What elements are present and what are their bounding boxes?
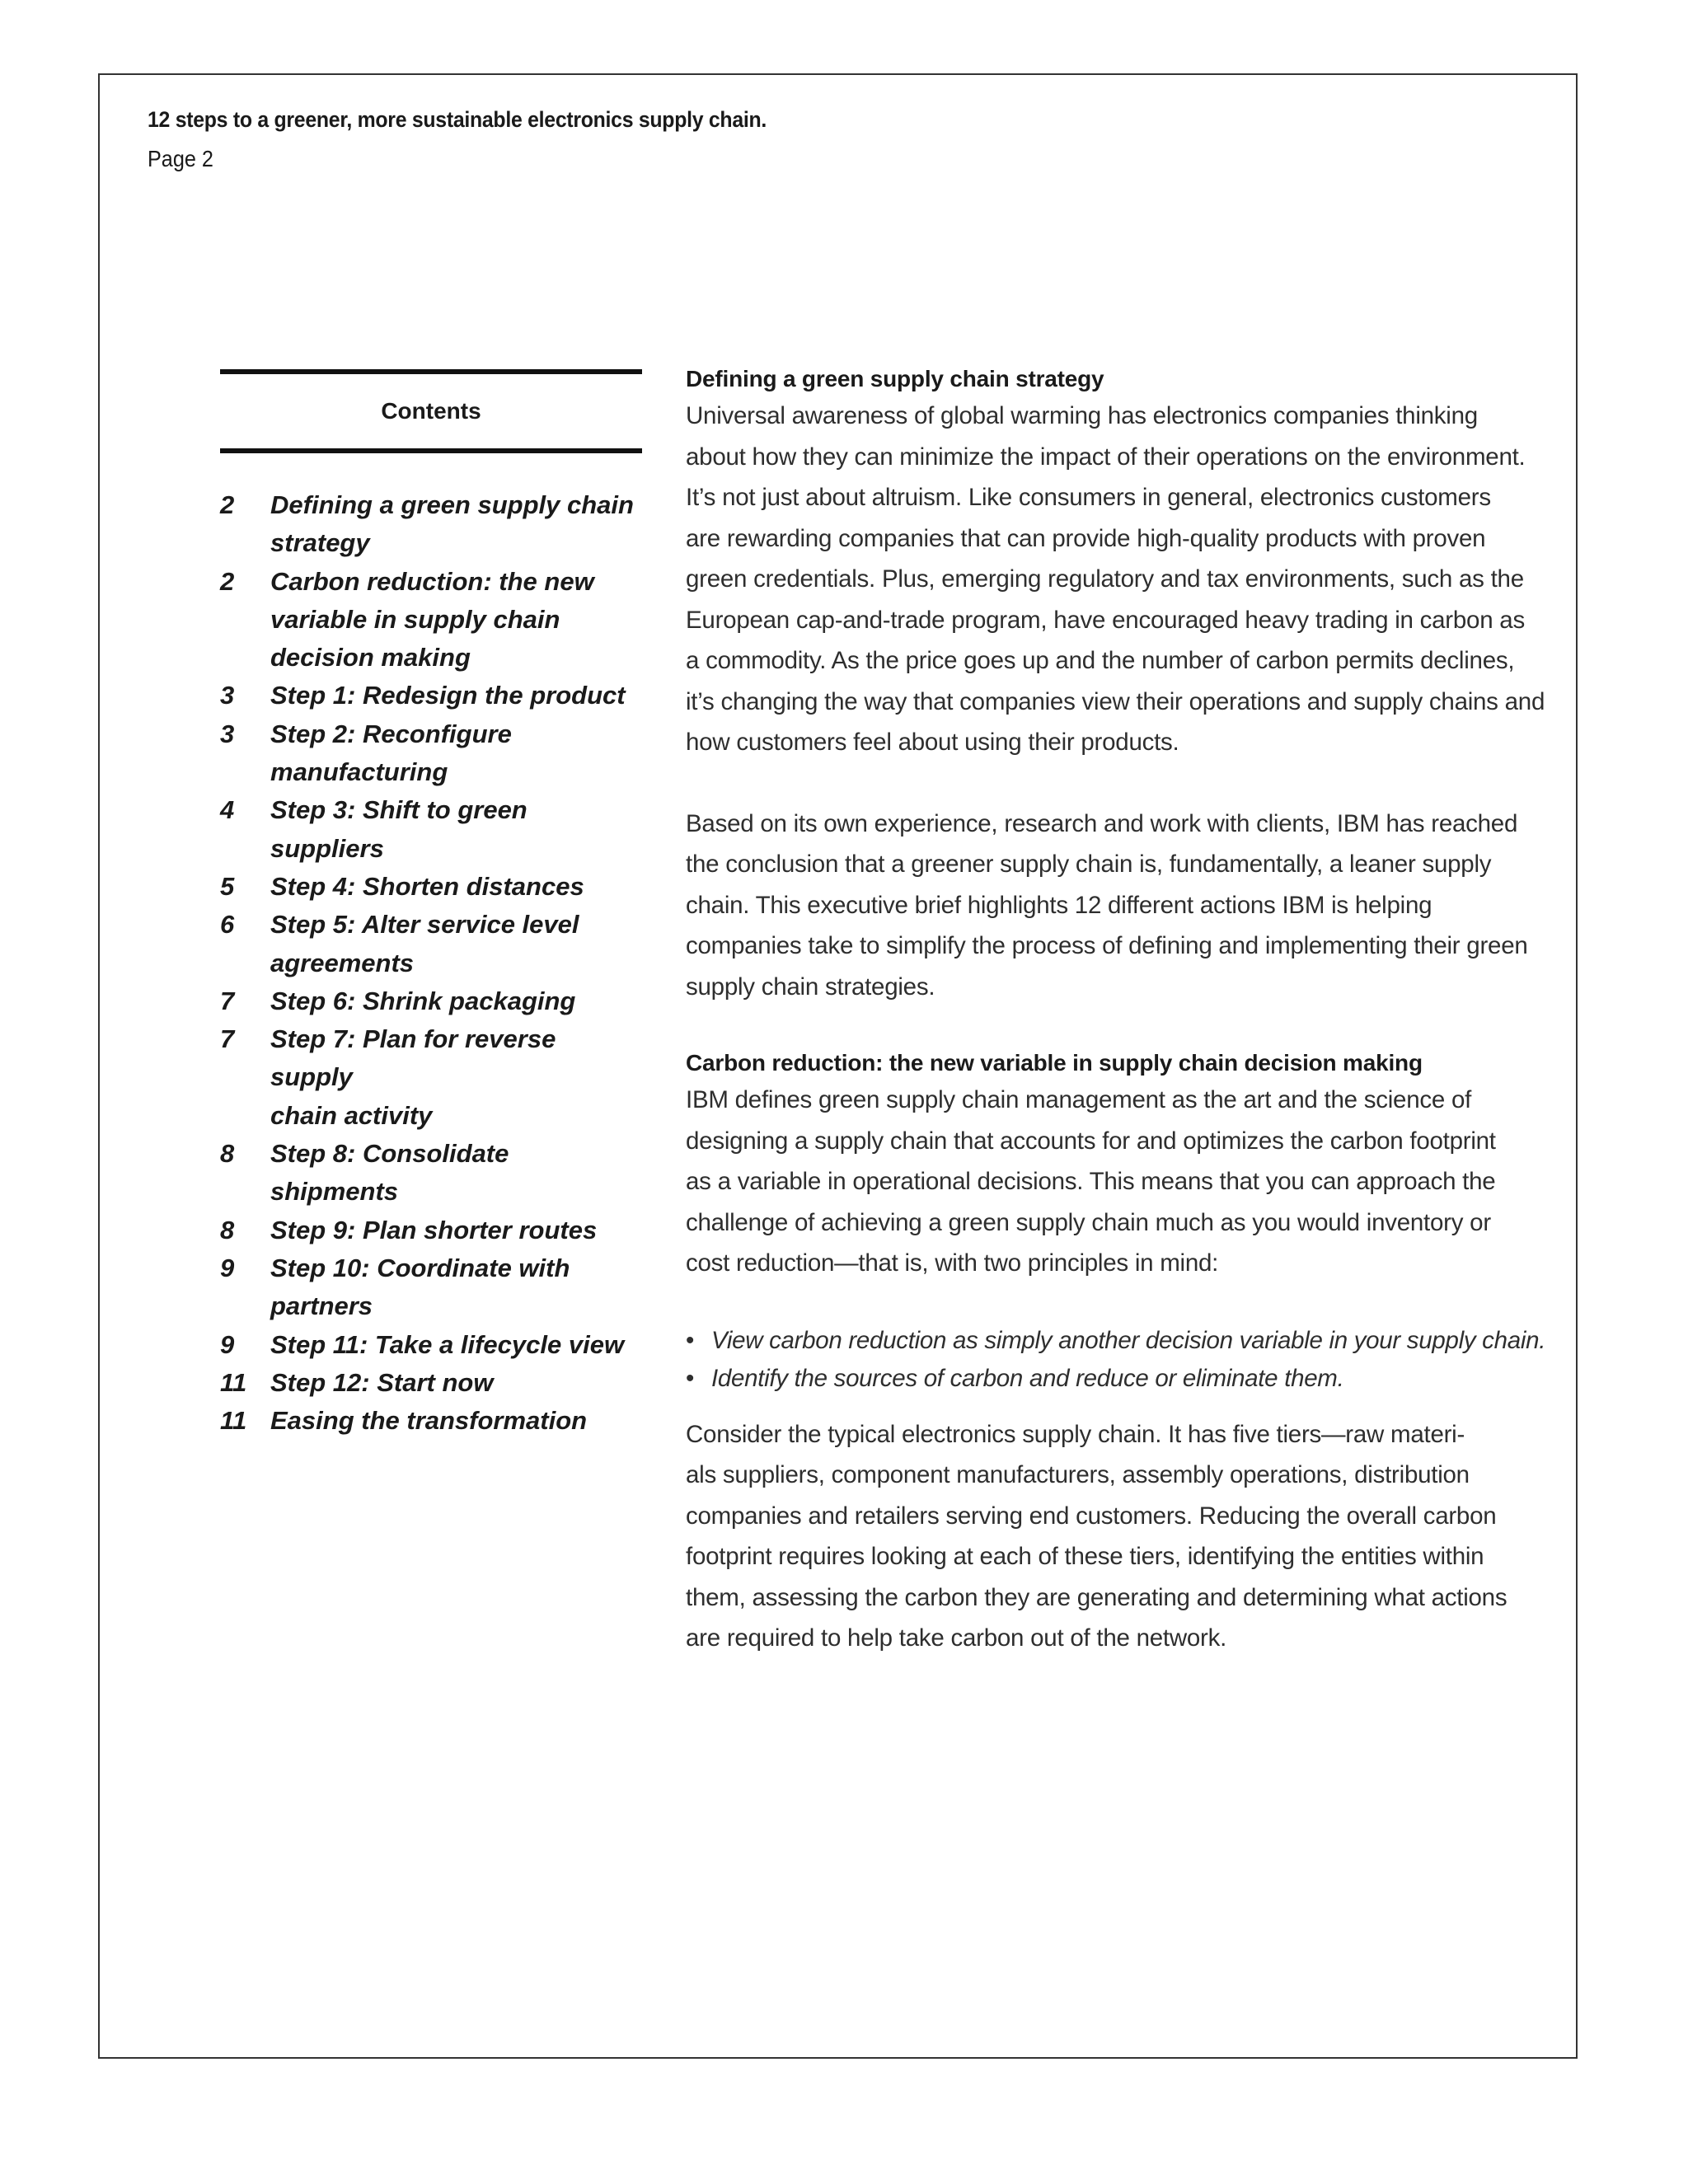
toc-item-label xyxy=(270,1402,642,1440)
paragraph-spacer xyxy=(686,1398,1551,1414)
toc-item-page-number: 8 xyxy=(220,1139,235,1169)
page-number: Page 2 xyxy=(148,146,213,171)
text-line: the conclusion that a greener supply chain is, fundamentally, a leaner supply xyxy=(686,851,1492,878)
toc-item-page-number: 7 xyxy=(220,1024,235,1054)
toc-item-label xyxy=(270,791,642,868)
paragraph xyxy=(686,396,1551,763)
paragraph-spacer xyxy=(686,1284,1551,1322)
toc-item[interactable] xyxy=(220,486,642,563)
text-line: It’s not just about altruism. Like consumers in general, electronics customers xyxy=(686,484,1491,511)
document-title: 12 steps to a greener, more sustainable electronics supply chain. xyxy=(148,107,767,132)
section-heading: Carbon reduction: the new variable in supply chain decision making xyxy=(686,1050,1423,1076)
toc-item[interactable] xyxy=(220,1364,642,1402)
toc-item-label-line: Step 9: Plan shorter routes xyxy=(270,1215,598,1244)
paragraph xyxy=(686,804,1551,1008)
toc-item[interactable] xyxy=(220,677,642,715)
toc-item-label xyxy=(270,1364,642,1402)
text-line: are rewarding companies that can provide high-quality products with proven xyxy=(686,524,1486,552)
text-line: als suppliers, component manufacturers, assembly operations, distribution xyxy=(686,1461,1470,1488)
toc-item-label xyxy=(270,1249,642,1326)
text-line: companies and retailers serving end customers. Reducing the overall carbon xyxy=(686,1502,1497,1530)
toc-item-page-number: 9 xyxy=(220,1329,235,1359)
toc-item-label-line: Carbon reduction: the new xyxy=(270,566,594,596)
toc-item-label xyxy=(270,982,642,1020)
toc-item-page-number: 9 xyxy=(220,1253,235,1282)
text-line: how customers feel about using their products. xyxy=(686,729,1179,756)
table-of-contents xyxy=(220,369,642,1440)
text-line: footprint requires looking at each of these tiers, identifying the entities within xyxy=(686,1543,1484,1570)
text-line: designing a supply chain that accounts for and optimizes the carbon footprint xyxy=(686,1127,1496,1155)
toc-item-label-line: Step 10: Coordinate with xyxy=(270,1253,570,1282)
toc-item-label xyxy=(270,1326,642,1364)
toc-item-label-line: manufacturing xyxy=(270,757,448,787)
toc-item-label-line: chain activity xyxy=(270,1100,433,1130)
paragraph-spacer xyxy=(686,763,1551,804)
toc-item-label-line: Step 6: Shrink packaging xyxy=(270,986,576,1015)
toc-item-label xyxy=(270,1135,642,1212)
toc-list xyxy=(220,486,642,1440)
toc-item-page-number: 7 xyxy=(220,986,235,1015)
toc-item[interactable] xyxy=(220,868,642,906)
text-line: are required to help take carbon out of the network. xyxy=(686,1624,1227,1652)
toc-item-label xyxy=(270,906,642,982)
text-line: chain. This executive brief highlights 12 different actions IBM is helping xyxy=(686,891,1432,919)
toc-item-label xyxy=(270,715,642,792)
toc-item[interactable] xyxy=(220,1326,642,1364)
toc-item-page-number: 6 xyxy=(220,910,235,940)
toc-item-label xyxy=(270,868,642,906)
text-line: a commodity. As the price goes up and the number of carbon permits declines, xyxy=(686,647,1515,674)
text-line: about how they can minimize the impact of their operations on the environment. xyxy=(686,443,1526,471)
toc-item[interactable] xyxy=(220,1135,642,1212)
toc-item-label-line: Step 2: Reconfigure xyxy=(270,719,512,748)
text-line: them, assessing the carbon they are generating and determining what actions xyxy=(686,1583,1507,1611)
text-line: Universal awareness of global warming has electronics companies thinking xyxy=(686,402,1478,429)
toc-item-label-line: partners xyxy=(270,1291,373,1321)
toc-item-label-line: Step 4: Shorten distances xyxy=(270,871,584,901)
toc-item-label-line: strategy xyxy=(270,528,370,558)
toc-item[interactable] xyxy=(220,1249,642,1326)
bullet-text: View carbon reduction as simply another decision variable in your supply chain. xyxy=(711,1326,1546,1354)
paragraph xyxy=(686,1414,1551,1659)
bullet-text: Identify the sources of carbon and reduce or eliminate them. xyxy=(711,1364,1344,1392)
toc-heading: Contents xyxy=(381,398,481,424)
section-heading: Defining a green supply chain strategy xyxy=(686,366,1104,391)
paragraph xyxy=(686,1080,1551,1284)
paragraph-spacer xyxy=(686,1007,1551,1047)
toc-item[interactable] xyxy=(220,982,642,1020)
toc-item-page-number: 3 xyxy=(220,719,235,748)
toc-item[interactable] xyxy=(220,906,642,982)
toc-item-label-line: Step 12: Start now xyxy=(270,1367,494,1397)
toc-item-label-line: Step 8: Consolidate shipments xyxy=(270,1139,509,1207)
text-line: supply chain strategies. xyxy=(686,972,935,1001)
text-line: Based on its own experience, research and work with clients, IBM has reached xyxy=(686,809,1518,837)
bullet-item xyxy=(686,1360,1551,1398)
text-line: green credentials. Plus, emerging regulatory and tax environments, such as the xyxy=(686,565,1524,593)
toc-item-label xyxy=(270,486,642,563)
toc-item[interactable] xyxy=(220,563,642,677)
bullet-dot-icon: • xyxy=(686,1364,695,1392)
text-line: as a variable in operational decisions. This means that you can approach the xyxy=(686,1168,1496,1195)
toc-item-label-line: agreements xyxy=(270,948,415,977)
bullet-item xyxy=(686,1322,1551,1360)
toc-bottom-rule xyxy=(220,448,642,453)
main-content xyxy=(686,363,1551,1659)
toc-item-label-line: decision making xyxy=(270,643,471,673)
toc-item-page-number: 3 xyxy=(220,681,235,710)
text-line: IBM defines green supply chain management as the art and the science of xyxy=(686,1086,1472,1113)
toc-item-label-line: Step 5: Alter service level xyxy=(270,910,579,940)
toc-item[interactable] xyxy=(220,791,642,868)
toc-item-page-number: 2 xyxy=(220,490,235,519)
toc-item-label-line: Step 3: Shift to green suppliers xyxy=(270,795,528,863)
text-line: Consider the typical electronics supply chain. It has five tiers—raw materi- xyxy=(686,1420,1465,1448)
toc-item-page-number: 8 xyxy=(220,1215,235,1244)
toc-item-label xyxy=(270,677,642,715)
text-line: challenge of achieving a green supply chain much as you would inventory or xyxy=(686,1208,1491,1236)
toc-item-label-line: variable in supply chain xyxy=(270,604,560,634)
toc-item-page-number: 2 xyxy=(220,566,235,596)
toc-item-label-line: Easing the transformation xyxy=(270,1406,588,1436)
toc-item-page-number: 11 xyxy=(220,1406,247,1436)
toc-item-page-number: 5 xyxy=(220,871,235,901)
toc-item[interactable] xyxy=(220,1402,642,1440)
text-line: cost reduction—that is, with two principles in mind: xyxy=(686,1249,1219,1277)
toc-item-page-number: 11 xyxy=(220,1367,247,1397)
toc-item[interactable] xyxy=(220,1020,642,1135)
bullet-dot-icon: • xyxy=(686,1326,695,1354)
text-line: it’s changing the way that companies view their operations and supply chains and xyxy=(686,687,1545,715)
toc-item-label-line: Defining a green supply chain xyxy=(270,490,634,519)
bullet-list xyxy=(686,1322,1551,1398)
toc-item-label xyxy=(270,1020,642,1135)
toc-item-label xyxy=(270,1212,642,1249)
toc-item[interactable] xyxy=(220,715,642,792)
toc-item[interactable] xyxy=(220,1212,642,1249)
toc-item-page-number: 4 xyxy=(220,795,235,825)
text-line: European cap-and-trade program, have encouraged heavy trading in carbon as xyxy=(686,606,1525,634)
toc-item-label xyxy=(270,563,642,677)
toc-item-label-line: Step 1: Redesign the product xyxy=(270,681,626,710)
text-line: companies take to simplify the process of defining and implementing their green xyxy=(686,932,1528,959)
toc-item-label-line: Step 11: Take a lifecycle view xyxy=(270,1329,625,1359)
toc-item-label-line: Step 7: Plan for reverse supply xyxy=(270,1024,556,1092)
